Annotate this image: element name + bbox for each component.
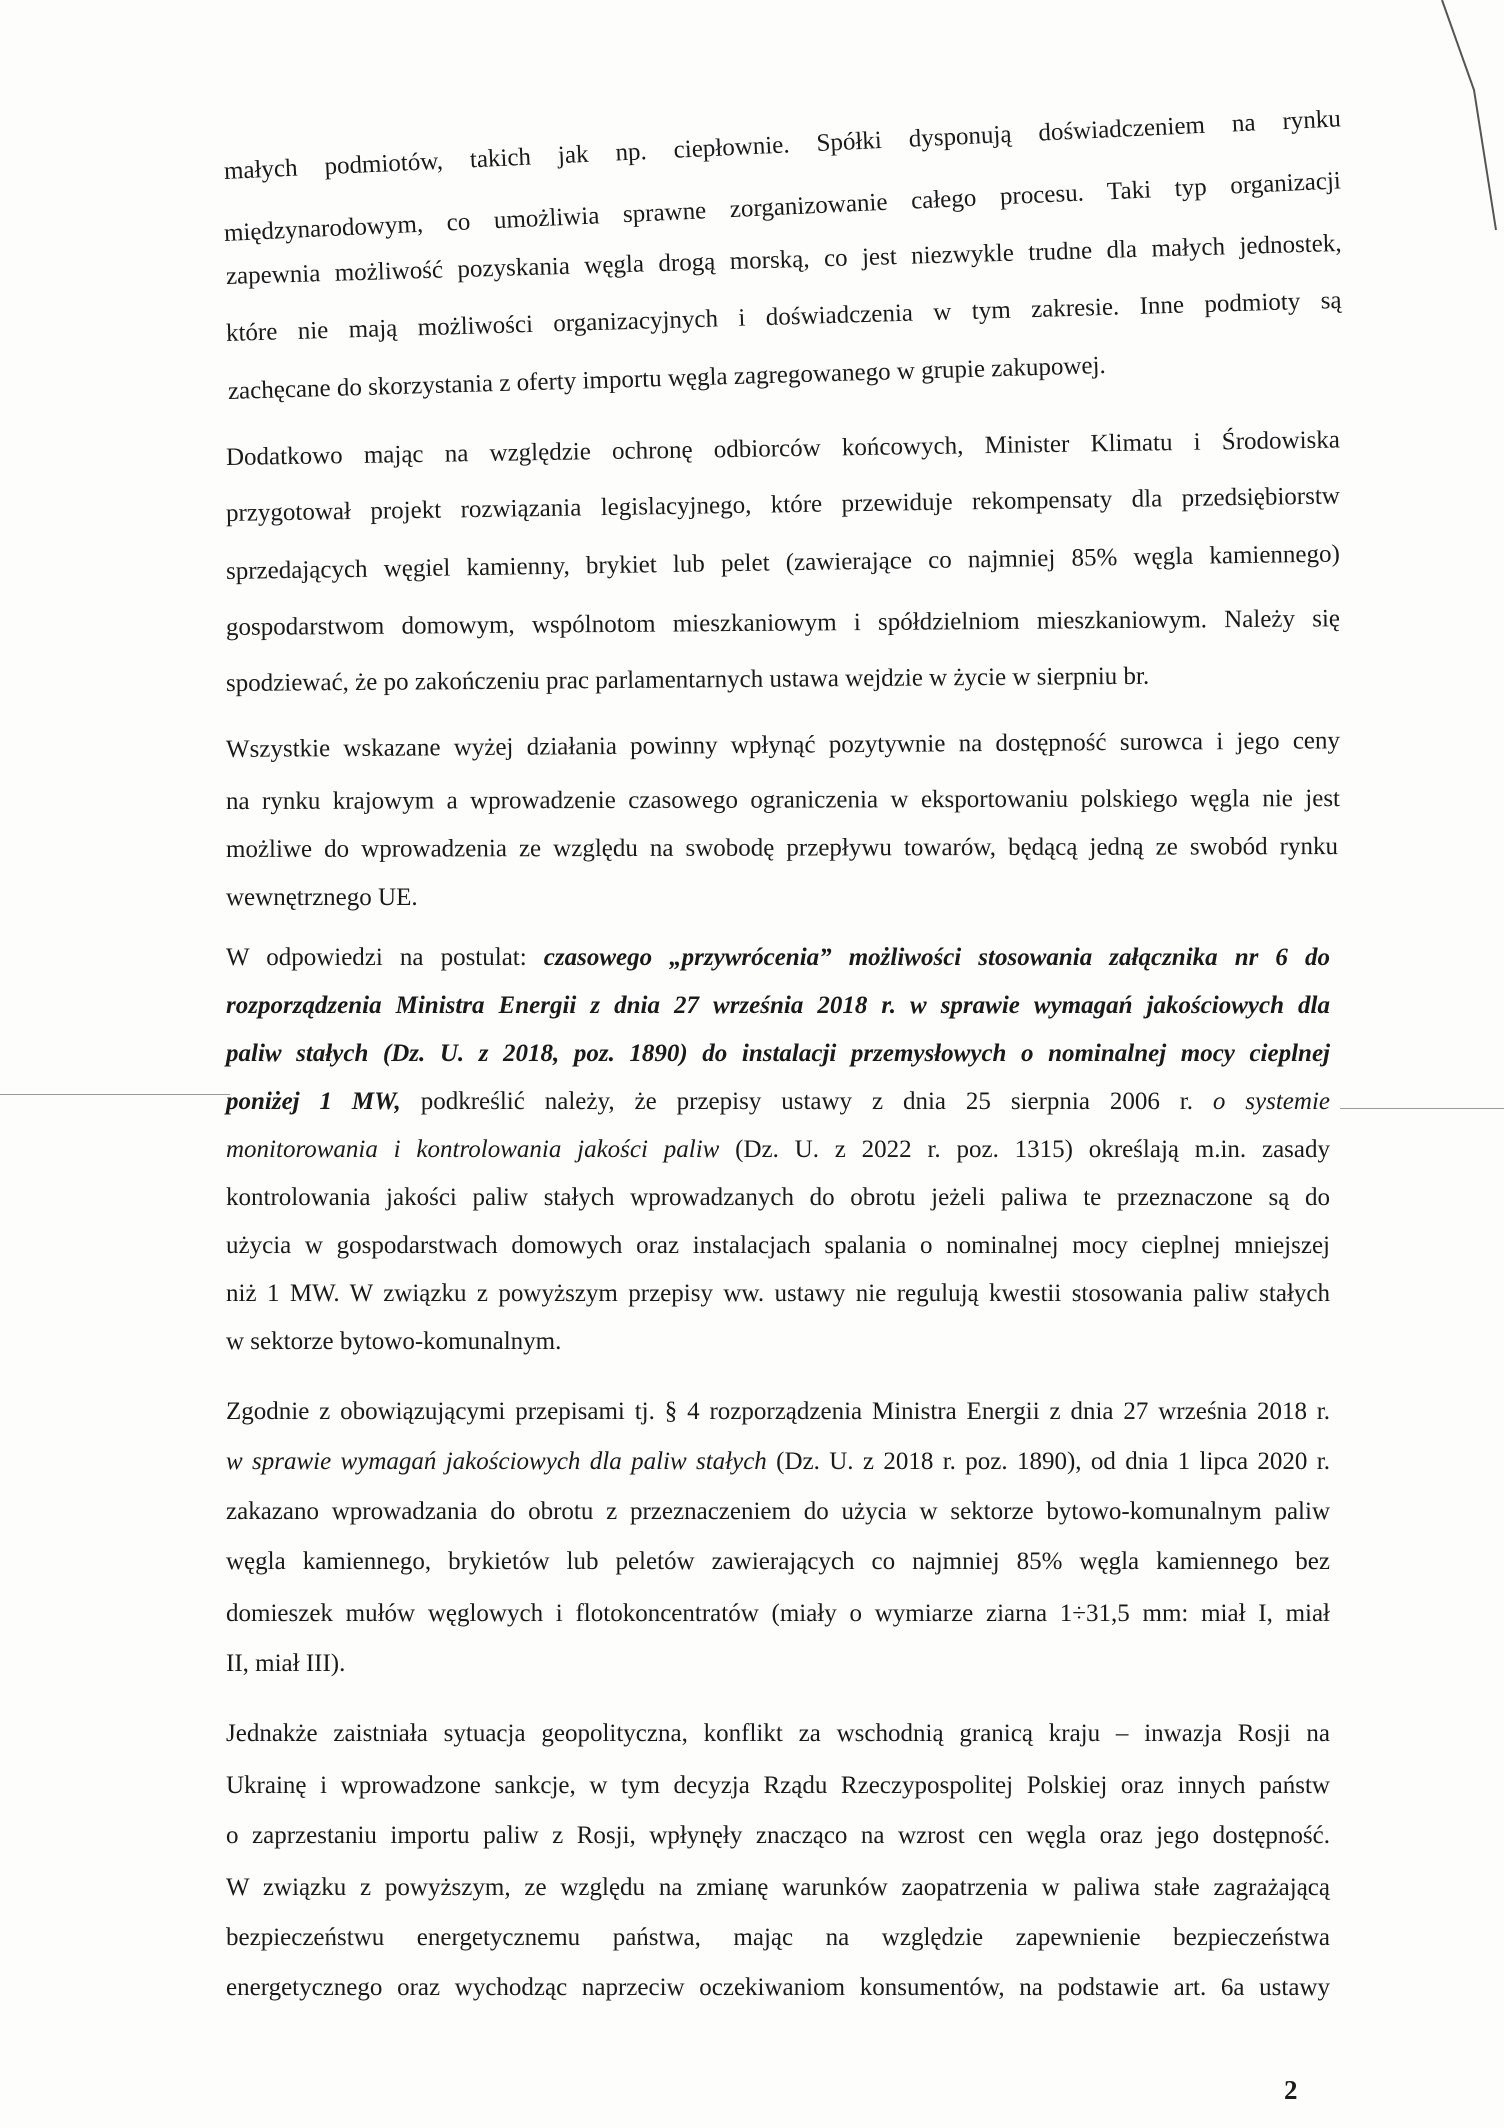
text-line: Wszystkie wskazane wyżej działania powinny wpłynąć pozytywnie na dostępność surowca i jego ceny bbox=[225, 727, 1341, 763]
text-line: wewnętrznego UE. bbox=[226, 884, 418, 911]
text-run: podkreślić należy, że przepisy ustawy z dnia 25 sierpnia 2006 r. bbox=[400, 1088, 1213, 1115]
text-line: które nie mają możliwości organizacyjnych i doświadczenia w tym zakresie. Inne podmioty są bbox=[225, 286, 1342, 347]
text-run-italic: w sprawie wymagań jakościowych dla paliw stałych bbox=[226, 1448, 767, 1475]
text-line: rozporządzenia Ministra Energii z dnia 27 września 2018 r. w sprawie wymagań jakościowych dla bbox=[226, 992, 1330, 1019]
text-line: zakazano wprowadzania do obrotu z przeznaczeniem do użycia w sektorze bytowo-komunalnym paliw bbox=[226, 1498, 1330, 1525]
text-run-italic: monitorowania i kontrolowania jakości paliw bbox=[226, 1136, 720, 1163]
text-line: Zgodnie z obowiązującymi przepisami tj. § 4 rozporządzenia Ministra Energii z dnia 27 września 2018 r. bbox=[226, 1398, 1330, 1425]
text-line: W związku z powyższym, ze względu na zmianę warunków zaopatrzenia w paliwa stałe zagrażającą bbox=[226, 1874, 1330, 1901]
text-line: spodziewać, że po zakończeniu prac parlamentarnych ustawa wejdzie w życie w sierpniu br. bbox=[225, 662, 1150, 697]
text-line: możliwe do wprowadzenia ze względu na swobodę przepływu towarów, będącą jedną ze swobód rynku bbox=[225, 833, 1339, 863]
text-line: Dodatkowo mając na względzie ochronę odbiorców końcowych, Minister Klimatu i Środowiska bbox=[225, 426, 1341, 471]
text-line: bezpieczeństwu energetycznemu państwa, mając na względzie zapewnienie bezpieczeństwa bbox=[226, 1924, 1330, 1951]
text-line: małych podmiotów, takich jak np. ciepłownie. Spółki dysponują doświadczeniem na rynku bbox=[223, 105, 1342, 185]
page-number: 2 bbox=[1284, 2075, 1298, 2105]
text-line: paliw stałych (Dz. U. z 2018, poz. 1890) do instalacji przemysłowych o nominalnej mocy cieplnej bbox=[226, 1040, 1330, 1067]
text-line: użycia w gospodarstwach domowych oraz instalacjach spalania o nominalnej mocy cieplnej mniejszej bbox=[226, 1232, 1330, 1259]
text-run-emphasis: poniżej 1 MW, bbox=[226, 1088, 401, 1115]
text-line: na rynku krajowym a wprowadzenie czasowego ograniczenia w eksportowaniu polskiego węgla nie jest bbox=[225, 785, 1341, 815]
text-run: (Dz. U. z 2018 r. poz. 1890), od dnia 1 lipca 2020 r. bbox=[766, 1448, 1330, 1475]
text-run: (Dz. U. z 2022 r. poz. 1315) określają m.in. zasady bbox=[719, 1136, 1331, 1163]
text-line bbox=[226, 942, 1330, 974]
text-run-italic: o systemie bbox=[1212, 1088, 1330, 1115]
margin-rule-right bbox=[1340, 1108, 1504, 1109]
text-line: domieszek mułów węglowych i flotokoncentratów (miały o wymiarze ziarna 1÷31,5 mm: miał I, miał bbox=[226, 1600, 1330, 1627]
text-line: kontrolowania jakości paliw stałych wprowadzanych do obrotu jeżeli paliwa te przeznaczone są do bbox=[226, 1184, 1330, 1211]
text-line: sprzedających węgiel kamienny, brykiet lub pelet (zawierające co najmniej 85% węgla kamiennego) bbox=[225, 540, 1341, 585]
text-line: II, miał III). bbox=[226, 1650, 346, 1677]
text-line: międzynarodowym, co umożliwia sprawne zorganizowanie całego procesu. Taki typ organizacji bbox=[223, 167, 1342, 247]
margin-rule-left bbox=[0, 1094, 230, 1095]
text-line: węgla kamiennego, brykietów lub peletów zawierających co najmniej 85% węgla kamiennego bez bbox=[226, 1548, 1330, 1575]
scan-edge-mark bbox=[1434, 0, 1504, 260]
text-line bbox=[226, 1086, 1330, 1118]
text-line bbox=[226, 1134, 1330, 1166]
text-run: W odpowiedzi na postulat: bbox=[226, 944, 544, 971]
text-line: energetycznego oraz wychodząc naprzeciw oczekiwaniom konsumentów, na podstawie art. 6a ustawy bbox=[226, 1974, 1330, 2001]
text-line: w sektorze bytowo-komunalnym. bbox=[226, 1328, 562, 1355]
text-run-emphasis: czasowego „przywrócenia” możliwości stosowania załącznika nr 6 do bbox=[543, 944, 1330, 971]
text-line: gospodarstwom domowym, wspólnotom mieszkaniowym i spółdzielniom mieszkaniowym. Należy się bbox=[225, 605, 1341, 641]
text-line: Jednakże zaistniała sytuacja geopolityczna, konflikt za wschodnią granicą kraju – inwazja Rosji na bbox=[226, 1720, 1330, 1747]
text-line: zachęcane do skorzystania z oferty importu węgla zagregowanego w grupie zakupowej. bbox=[227, 351, 1107, 405]
text-line bbox=[226, 1446, 1330, 1478]
text-line: Ukrainę i wprowadzone sankcje, w tym decyzja Rządu Rzeczypospolitej Polskiej oraz innych państw bbox=[226, 1772, 1330, 1799]
text-line: zapewnia możliwość pozyskania węgla drogą morską, co jest niezwykle trudne dla małych jednostek, bbox=[225, 229, 1342, 290]
text-line: o zaprzestaniu importu paliw z Rosji, wpłynęły znacząco na wzrost cen węgla oraz jego dostępność. bbox=[226, 1822, 1330, 1849]
text-line: niż 1 MW. W związku z powyższym przepisy ww. ustawy nie regulują kwestii stosowania paliw stałych bbox=[226, 1280, 1330, 1307]
text-line: przygotował projekt rozwiązania legislacyjnego, które przewiduje rekompensaty dla przedsiębiorstw bbox=[225, 482, 1341, 527]
